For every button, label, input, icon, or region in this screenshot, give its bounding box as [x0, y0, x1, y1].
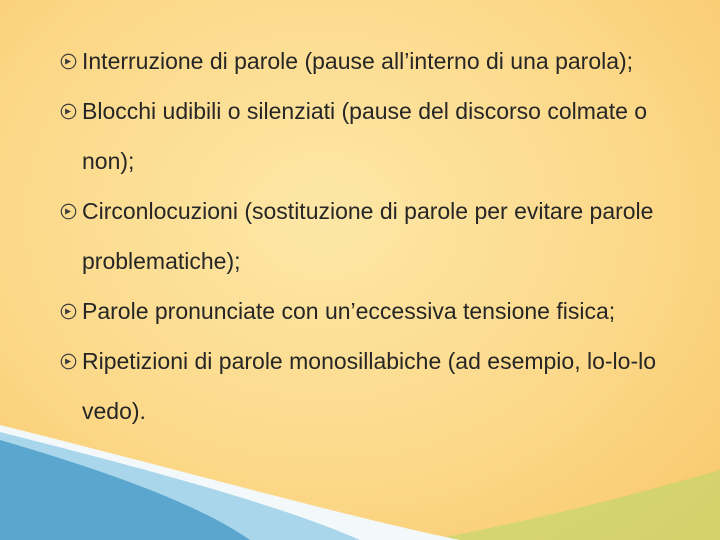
bullet-item [60, 336, 680, 436]
circled-arrow-right-icon [60, 203, 77, 220]
bullet-text: Ripetizioni di parole monosillabiche (ad esempio, lo-lo-lo vedo). [82, 348, 657, 424]
bullet-text: Circonlocuzioni (sostituzione di parole per evitare parole problematiche); [82, 198, 654, 274]
bullet-item [60, 36, 680, 86]
circled-arrow-right-icon [60, 303, 77, 320]
circled-arrow-right-icon [60, 103, 77, 120]
bullet-item [60, 286, 680, 336]
bullet-item [60, 186, 680, 286]
bullet-text: Blocchi udibili o silenziati (pause del discorso colmate o non); [82, 98, 648, 174]
bullet-list [60, 36, 680, 436]
bullet-text: Interruzione di parole (pause all’interno di una parola); [82, 48, 634, 74]
bullet-item [60, 86, 680, 186]
circled-arrow-right-icon [60, 353, 77, 370]
bullet-text: Parole pronunciate con un’eccessiva tensione fisica; [82, 298, 616, 324]
circled-arrow-right-icon [60, 53, 77, 70]
wave-green-edge [430, 470, 720, 540]
